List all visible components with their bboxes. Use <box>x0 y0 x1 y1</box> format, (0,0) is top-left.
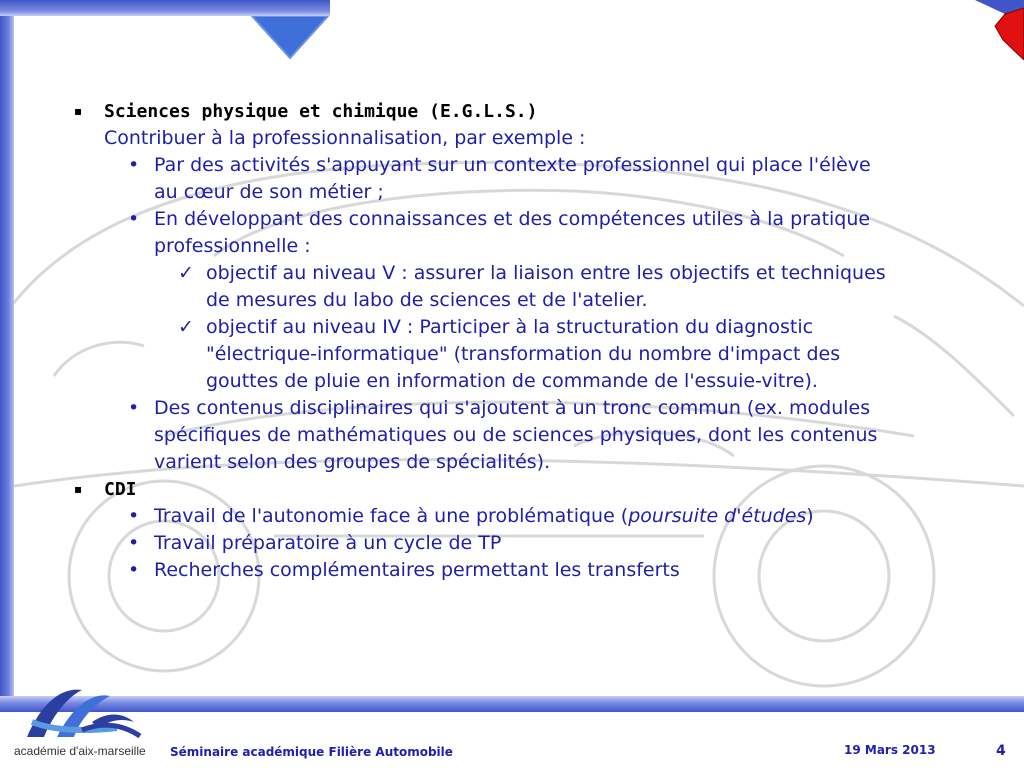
list-item-text: Des contenus disciplinaires qui s'ajoutent à un tronc commun (ex. modules <box>154 397 871 419</box>
list-item-continuation: gouttes de pluie en information de commande de l'essuie-vitre). <box>206 370 818 392</box>
section-heading-text: CDI <box>104 479 137 500</box>
list-item <box>70 152 990 179</box>
frame-left-border <box>0 0 14 712</box>
footer-title: Séminaire académique Filière Automobile <box>170 745 453 759</box>
list-item-text: Travail préparatoire à un cycle de TP <box>154 532 502 554</box>
list-item-text: Recherches complémentaires permettant les transferts <box>154 559 680 581</box>
dot-bullet-icon: • <box>128 532 140 554</box>
list-item <box>70 260 990 287</box>
list-item-text: ) <box>806 505 814 527</box>
list-item-continuation: professionnelle : <box>154 235 311 257</box>
list-item-continuation: varient selon des groupes de spécialités). <box>154 451 551 473</box>
section-intro: Contribuer à la professionnalisation, par exemple : <box>104 127 586 149</box>
list-item-text: Par des activités s'appuyant sur un contexte professionnel qui place l'élève <box>154 154 871 176</box>
dot-bullet-icon: • <box>128 208 140 230</box>
checkmark-bullet-icon: ✓ <box>178 262 194 284</box>
frame-top-border <box>0 0 330 16</box>
section-heading <box>70 476 990 503</box>
list-item-continuation: de mesures du labo de sciences et de l'atelier. <box>206 289 648 311</box>
dot-bullet-icon: • <box>128 397 140 419</box>
list-item <box>70 530 990 557</box>
list-item-text: objectif au niveau V : assurer la liaison entre les objectifs et techniques <box>206 262 886 284</box>
checkmark-bullet-icon: ✓ <box>178 316 194 338</box>
down-triangle-icon <box>250 16 330 60</box>
section-heading <box>70 98 990 125</box>
page-number: 4 <box>996 743 1006 759</box>
square-bullet-icon: ▪ <box>74 104 83 118</box>
list-item-continuation: "électrique-informatique" (transformation du nombre d'impact des <box>206 343 841 365</box>
dot-bullet-icon: • <box>128 559 140 581</box>
section-heading-text: Sciences physique et chimique (E.G.L.S.) <box>104 101 538 122</box>
list-item-text: Travail de l'autonomie face à une problématique ( <box>154 505 629 527</box>
corner-badge-icon <box>975 0 1024 60</box>
list-item <box>70 395 990 422</box>
academy-logo-icon <box>22 682 152 742</box>
list-item <box>70 503 990 530</box>
frame-bottom-border <box>0 696 1024 712</box>
list-item-continuation: spécifiques de mathématiques ou de sciences physiques, dont les contenus <box>154 424 878 446</box>
footer-date: 19 Mars 2013 <box>844 743 936 757</box>
dot-bullet-icon: • <box>128 505 140 527</box>
dot-bullet-icon: • <box>128 154 140 176</box>
academy-logo-text: académie d'aix-marseille <box>14 744 146 758</box>
list-item <box>70 557 990 584</box>
list-item-continuation: au cœur de son métier ; <box>154 181 384 203</box>
list-item-emphasis: poursuite d'études <box>628 505 807 527</box>
list-item-text: En développant des connaissances et des compétences utiles à la pratique <box>154 208 871 230</box>
square-bullet-icon: ▪ <box>74 482 83 496</box>
list-item <box>70 314 990 341</box>
list-item-text: objectif au niveau IV : Participer à la structuration du diagnostic <box>206 316 814 338</box>
slide-body <box>70 98 990 584</box>
list-item <box>70 206 990 233</box>
